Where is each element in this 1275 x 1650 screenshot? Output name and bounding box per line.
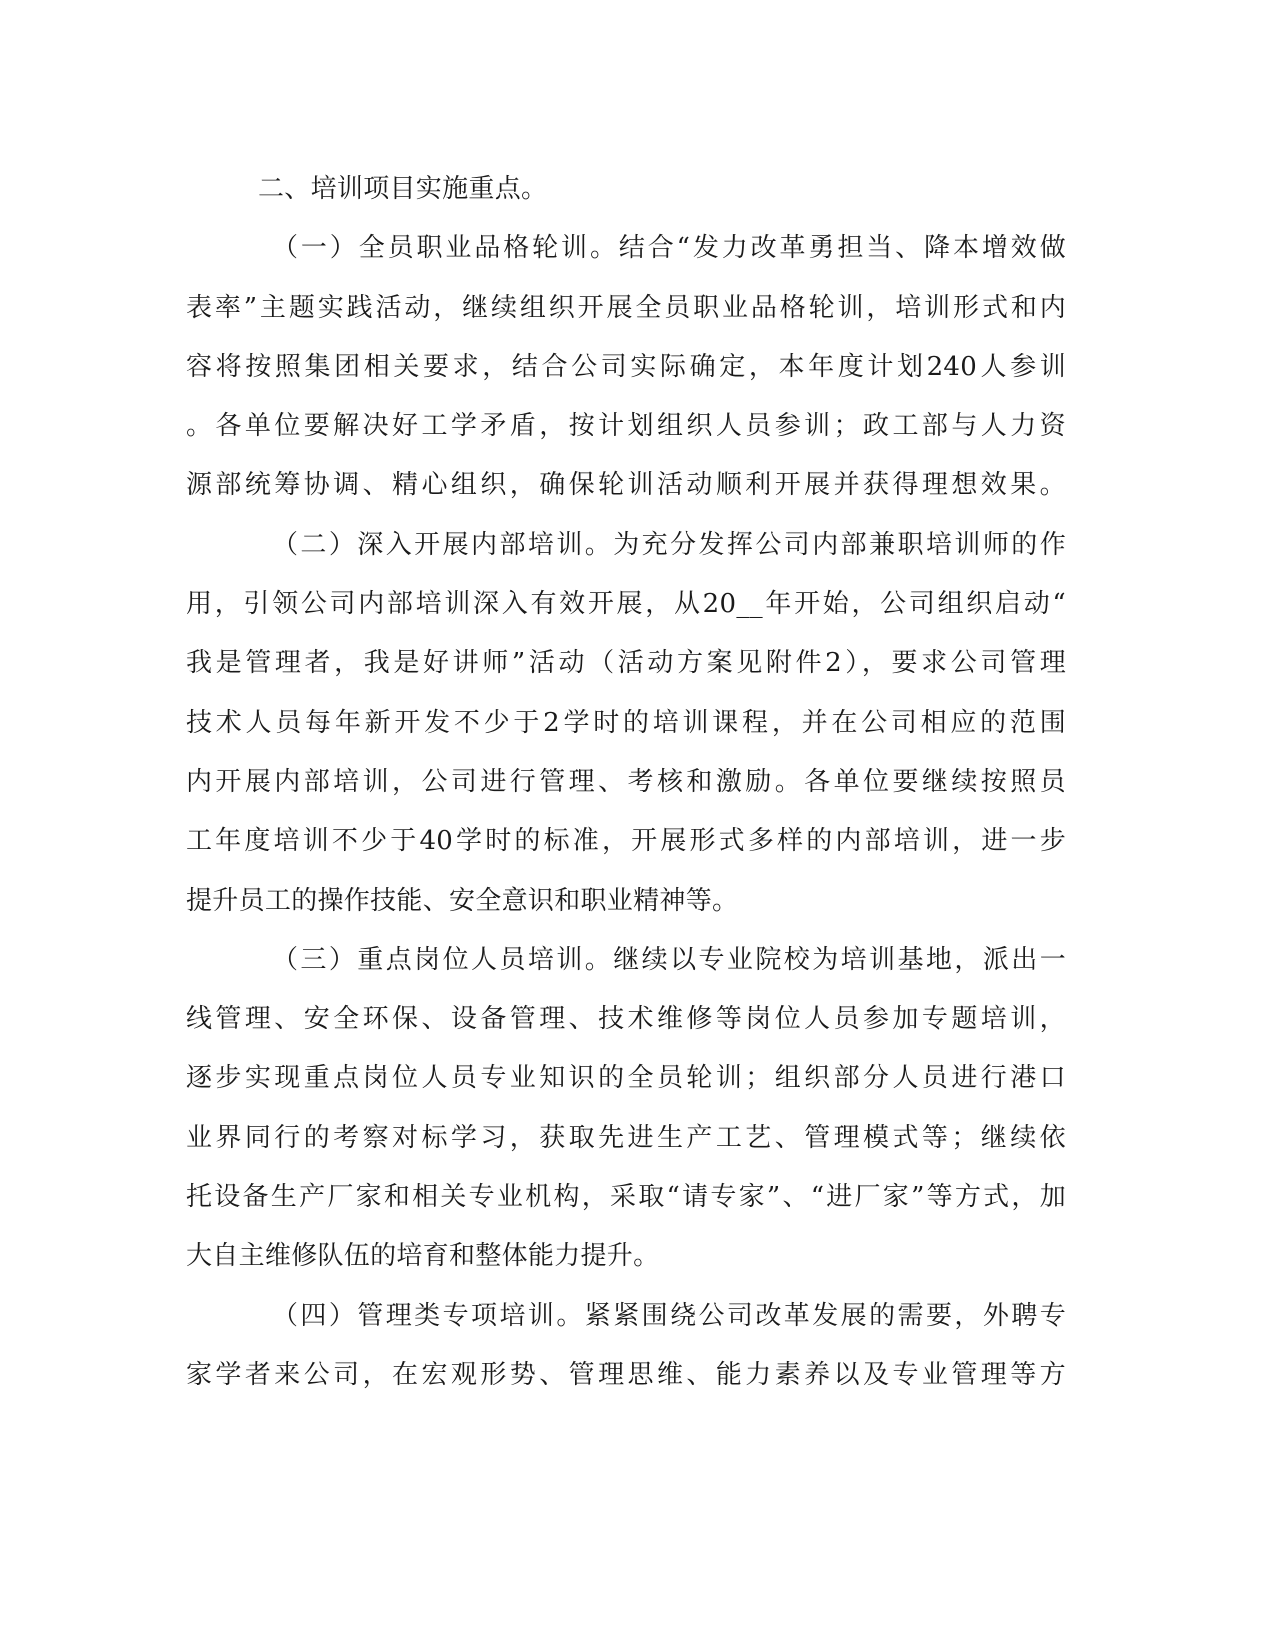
paragraph-line: 内开展内部培训，公司进行管理、考核和激励。各单位要继续按照员 [186, 766, 1066, 797]
paragraph-line: 大自主维修队伍的培育和整体能力提升。 [186, 1241, 660, 1272]
paragraph-line: （三）重点岗位人员培训。继续以专业院校为培训基地，派出一 [272, 944, 1066, 975]
paragraph-line: 。各单位要解决好工学矛盾，按计划组织人员参训；政工部与人力资 [186, 411, 1066, 442]
paragraph-line: 表率”主题实践活动，继续组织开展全员职业品格轮训，培训形式和内 [186, 292, 1066, 323]
paragraph-line: 托设备生产厂家和相关专业机构，采取“请专家”、“进厂家”等方式，加 [186, 1182, 1066, 1213]
paragraph-line: （二）深入开展内部培训。为充分发挥公司内部兼职培训师的作 [272, 529, 1066, 560]
paragraph-line: 逐步实现重点岗位人员专业知识的全员轮训；组织部分人员进行港口 [186, 1063, 1066, 1094]
paragraph-line: 业界同行的考察对标学习，获取先进生产工艺、管理模式等；继续依 [186, 1122, 1066, 1153]
paragraph-line: 线管理、安全环保、设备管理、技术维修等岗位人员参加专题培训， [186, 1004, 1066, 1035]
paragraph-line: 提升员工的操作技能、安全意识和职业精神等。 [186, 885, 739, 916]
section-heading: 二、培训项目实施重点。 [258, 174, 548, 204]
paragraph-line: （一）全员职业品格轮训。结合“发力改革勇担当、降本增效做 [272, 233, 1066, 264]
paragraph-line: 技术人员每年新开发不少于2学时的培训课程，并在公司相应的范围 [186, 707, 1066, 738]
paragraph-line: （四）管理类专项培训。紧紧围绕公司改革发展的需要，外聘专 [272, 1300, 1066, 1331]
paragraph-line: 用，引领公司内部培训深入有效开展，从20__年开始，公司组织启动“ [186, 589, 1066, 620]
paragraph-line: 源部统筹协调、精心组织，确保轮训活动顺利开展并获得理想效果。 [186, 470, 1066, 501]
paragraph-line: 家学者来公司，在宏观形势、管理思维、能力素养以及专业管理等方 [186, 1359, 1066, 1390]
paragraph-3 [186, 931, 1066, 1287]
paragraph-4 [186, 1287, 1066, 1406]
paragraph-line: 我是管理者，我是好讲师”活动（活动方案见附件2），要求公司管理 [186, 648, 1066, 679]
paragraph-line: 工年度培训不少于40学时的标准，开展形式多样的内部培训，进一步 [186, 826, 1066, 857]
document-body [186, 160, 1066, 1405]
paragraph-1 [186, 219, 1066, 515]
paragraph-line: 容将按照集团相关要求，结合公司实际确定，本年度计划240人参训 [186, 351, 1066, 382]
paragraph-2 [186, 516, 1066, 931]
